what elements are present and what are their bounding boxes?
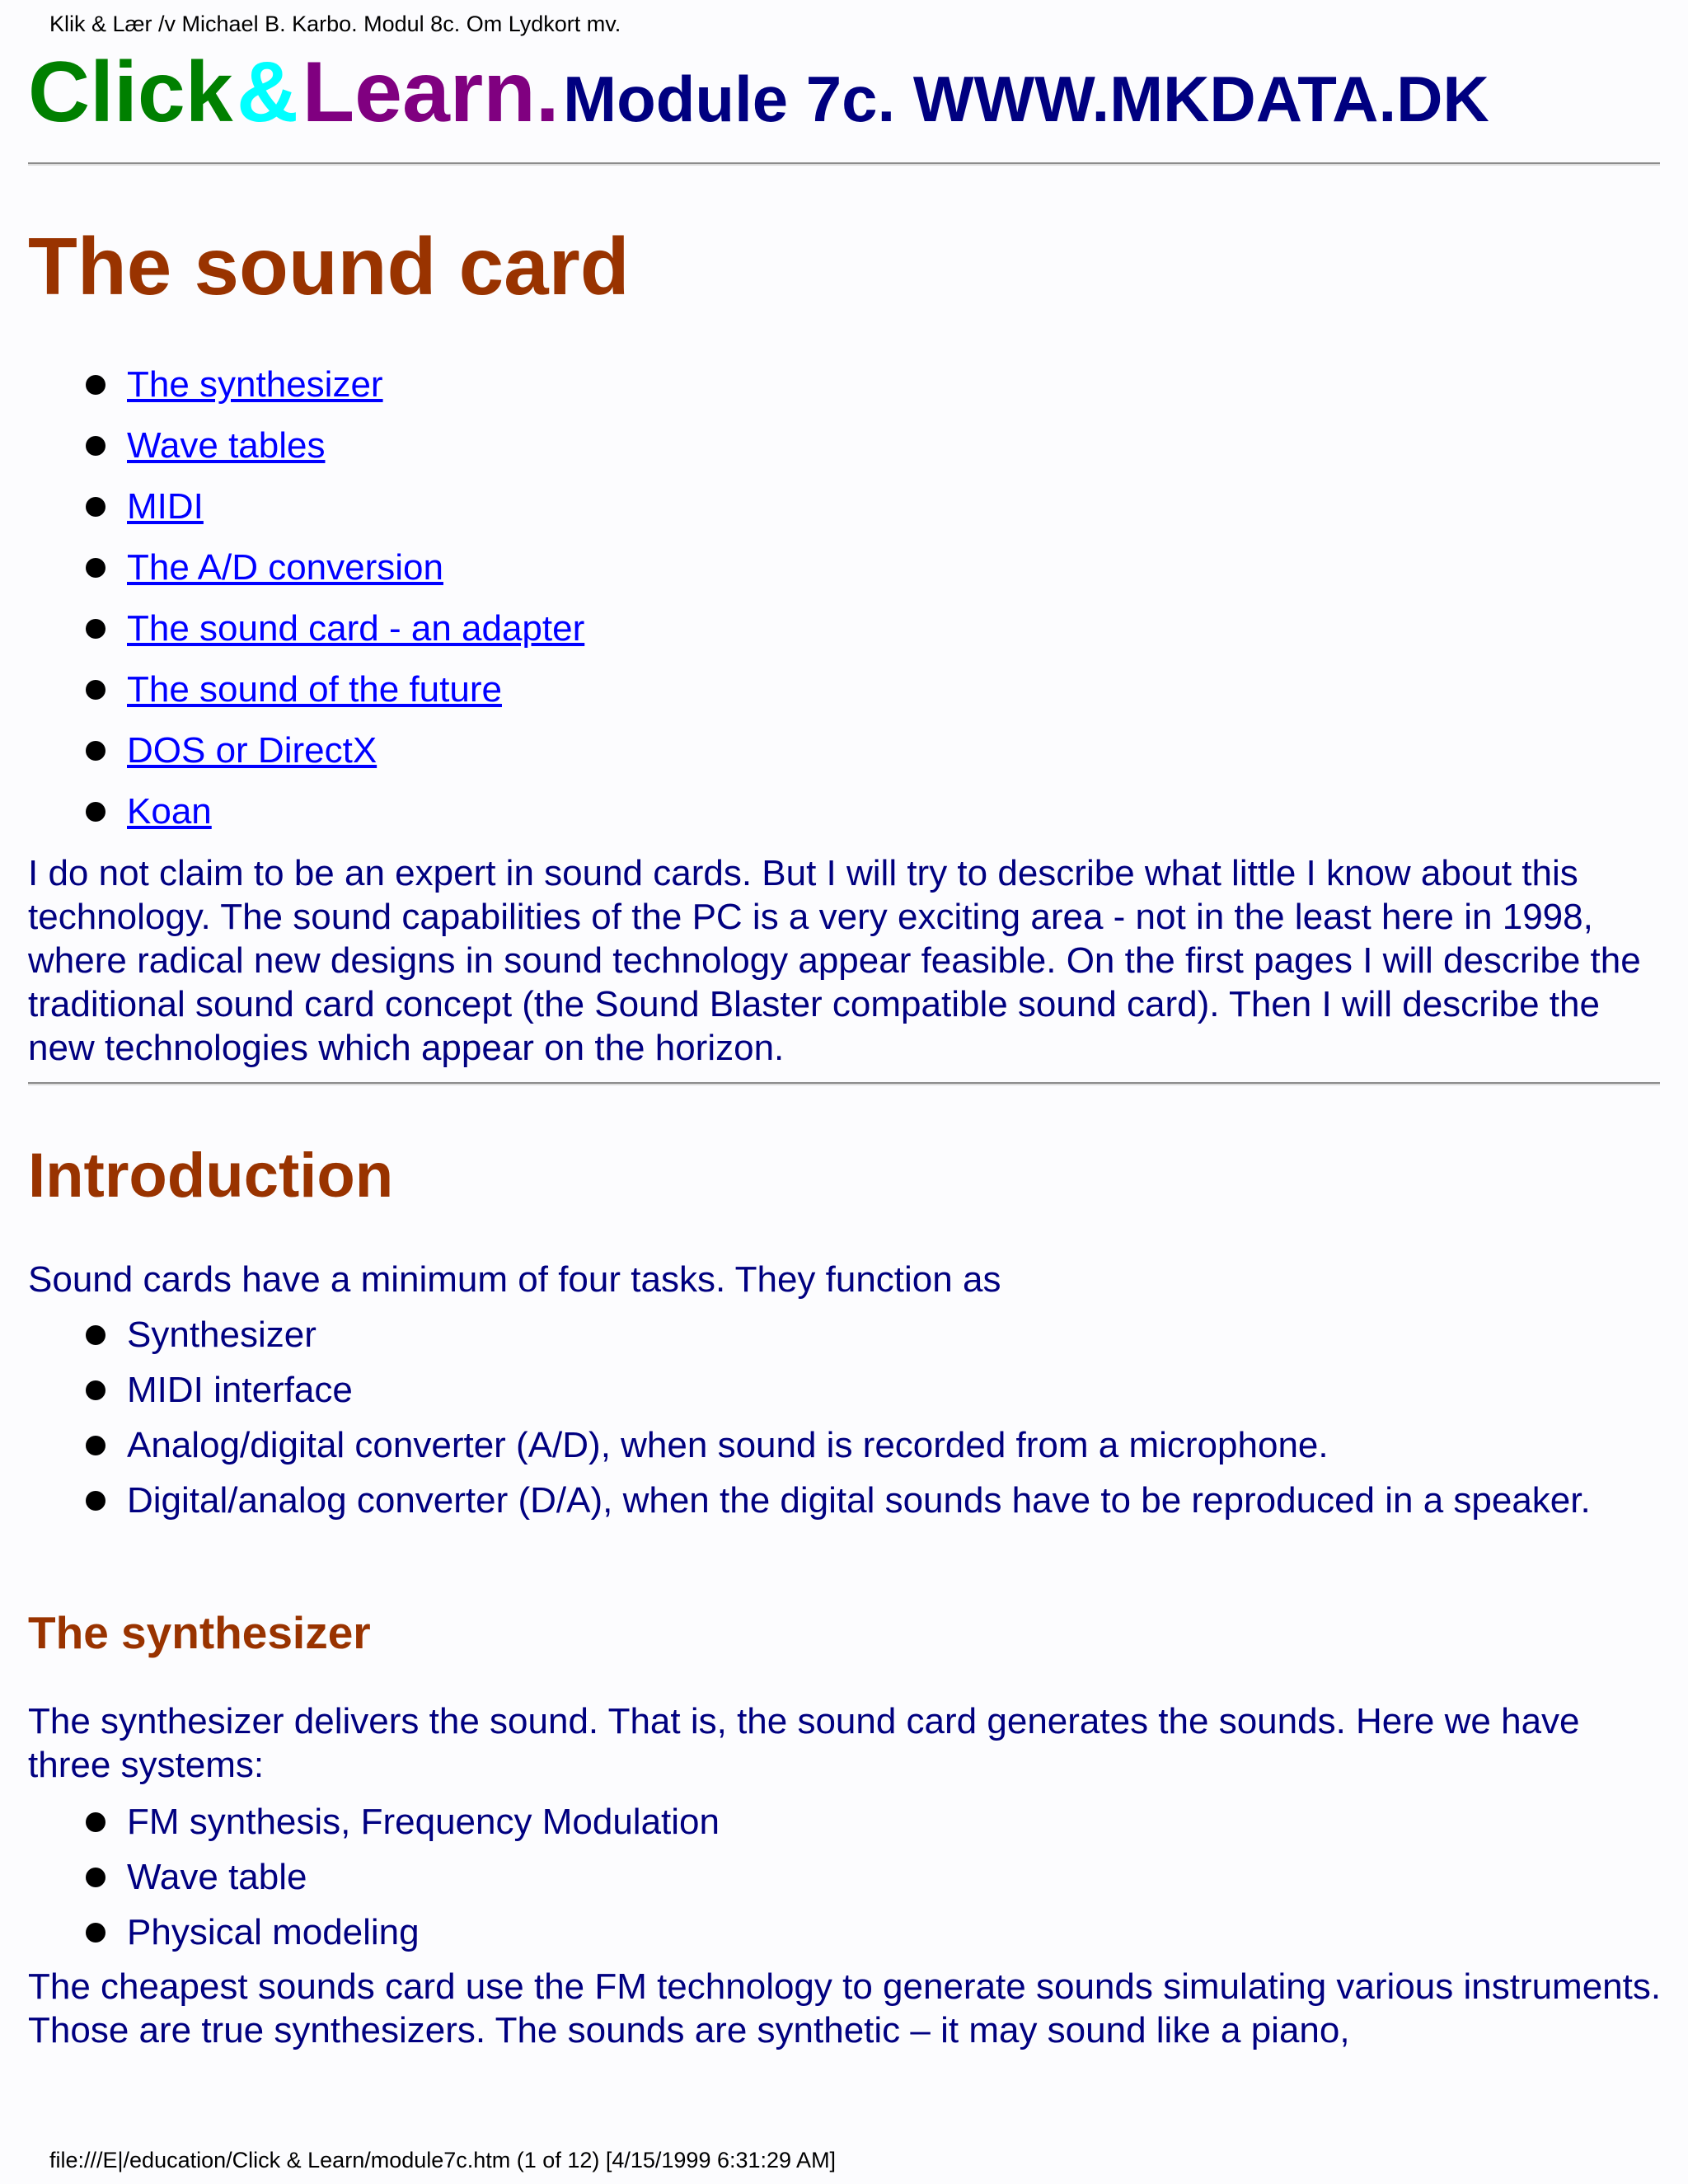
toc-link-future[interactable]: The sound of the future bbox=[127, 669, 502, 710]
list-item: Wave table bbox=[28, 1855, 720, 1910]
list-item: Digital/analog converter (D/A), when the digital sounds have to be reproduced in a speaker. bbox=[28, 1479, 1594, 1522]
toc-link-dos-directx[interactable]: DOS or DirectX bbox=[127, 730, 377, 771]
table-of-contents bbox=[28, 363, 584, 851]
toc-item bbox=[28, 485, 584, 546]
print-footer: file:///E|/education/Click & Learn/module7c.htm (1 of 12) [4/15/1999 6:31:29 AM] bbox=[49, 2148, 837, 2172]
toc-item bbox=[28, 607, 584, 668]
synthesizer-heading: The synthesizer bbox=[28, 1607, 371, 1658]
toc-link-adapter[interactable]: The sound card - an adapter bbox=[127, 608, 585, 649]
toc-item bbox=[28, 546, 584, 607]
synthesizer-closing: The cheapest sounds card use the FM technology to generate sounds simulating various instruments. Those are true synthesizers. The sounds are synthetic – it may sound like a piano, bbox=[28, 1966, 1662, 2050]
divider-top bbox=[28, 162, 1660, 166]
list-item: Synthesizer bbox=[28, 1313, 1594, 1357]
toc-link-synthesizer[interactable]: The synthesizer bbox=[127, 364, 383, 405]
toc-item bbox=[28, 729, 584, 790]
toc-link-koan[interactable]: Koan bbox=[127, 791, 212, 832]
masthead bbox=[28, 45, 1489, 140]
list-item: FM synthesis, Frequency Modulation bbox=[28, 1800, 720, 1855]
introduction-lead: Sound cards have a minimum of four tasks. They function as bbox=[28, 1259, 1001, 1300]
toc-link-ad-conversion[interactable]: The A/D conversion bbox=[127, 547, 443, 588]
toc-link-wave-tables[interactable]: Wave tables bbox=[127, 425, 326, 466]
list-item: Analog/digital converter (A/D), when sound is recorded from a microphone. bbox=[28, 1423, 1594, 1467]
masthead-ampersand: & bbox=[237, 45, 299, 140]
introduction-heading: Introduction bbox=[28, 1141, 394, 1211]
list-item: Physical modeling bbox=[28, 1910, 720, 1966]
toc-item bbox=[28, 668, 584, 729]
synthesizer-lead: The synthesizer delivers the sound. That is, the sound card generates the sounds. Here we have three systems: bbox=[28, 1701, 1580, 1785]
masthead-click: Click bbox=[28, 45, 233, 140]
divider-middle bbox=[28, 1082, 1660, 1085]
masthead-module: Module 7c. WWW.MKDATA.DK bbox=[563, 63, 1489, 135]
print-header: Klik & Lær /v Michael B. Karbo. Modul 8c. Om Lydkort mv. bbox=[49, 12, 621, 36]
intro-paragraph: I do not claim to be an expert in sound cards. But I will try to describe what little I know about this technology. The sound capabilities of the PC is a very exciting area - not in the least here in 1998, where radical new designs in sound technology appear feasible. On the first pages I will describe the traditional sound card concept (the Sound Blaster compatible sound card). Then I will describe the new technologies which appear on the horizon. bbox=[28, 853, 1641, 1068]
task-list bbox=[28, 1313, 1594, 1534]
toc-link-midi[interactable]: MIDI bbox=[127, 486, 204, 527]
toc-item bbox=[28, 363, 584, 424]
toc-item bbox=[28, 790, 584, 851]
masthead-learn: Learn. bbox=[302, 45, 560, 140]
toc-item bbox=[28, 424, 584, 485]
list-item: MIDI interface bbox=[28, 1368, 1594, 1412]
page-title: The sound card bbox=[28, 221, 630, 312]
synthesis-systems-list bbox=[28, 1800, 720, 1966]
